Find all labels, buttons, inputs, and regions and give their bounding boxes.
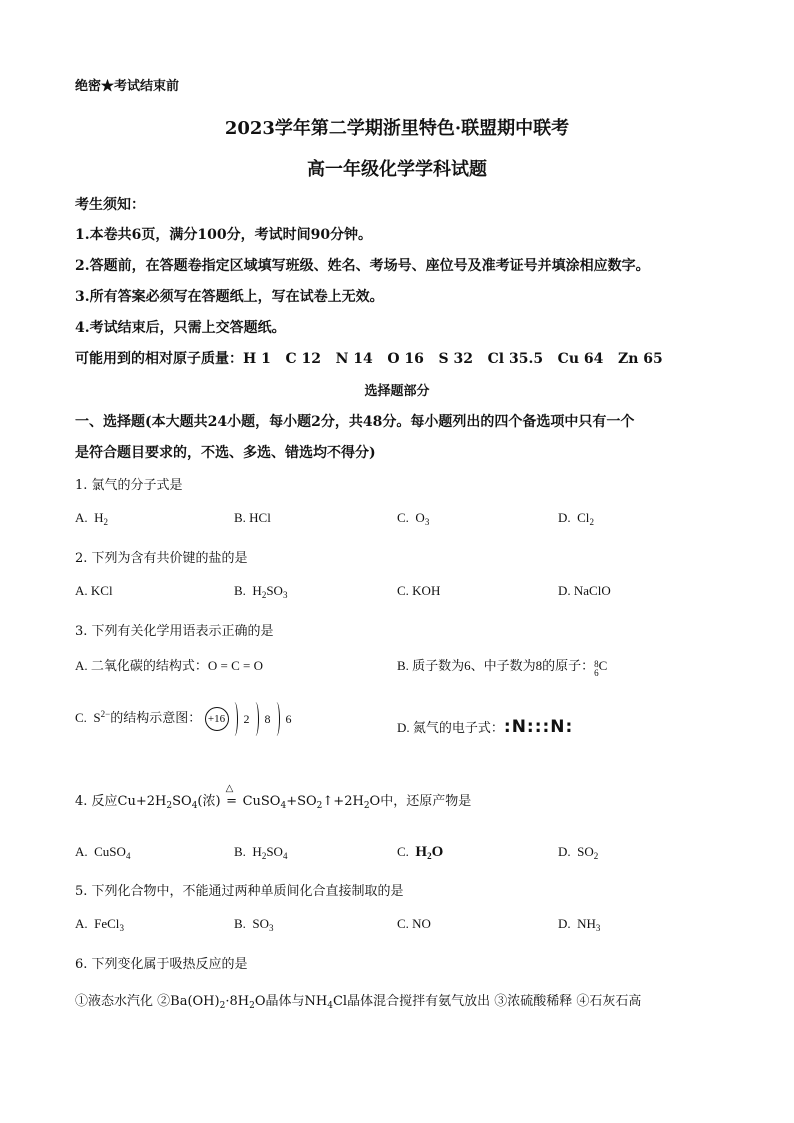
exam-subtitle: 高一年级化学学科试题 bbox=[307, 159, 487, 180]
q3-option-b: B. 质子数为6、中子数为8的原子：8 6C bbox=[397, 658, 608, 678]
q4-option-b: B. $H_2SO_4$ bbox=[234, 844, 288, 861]
q3-option-a: A. 二氧化碳的结构式：O = C = O bbox=[75, 658, 263, 673]
q3-option-c: C. $S^{2-}$的结构示意图： +16 2 8 6 bbox=[75, 702, 292, 736]
shell-count: 6 bbox=[285, 711, 292, 726]
notice-item: 3.所有答案必须写在答题纸上，写在试卷上无效。 bbox=[75, 289, 384, 305]
shell-count: 8 bbox=[264, 711, 271, 726]
q3-option-d: D. 氮气的电子式：:N:::N: bbox=[397, 717, 574, 737]
q4-option-d: D. $SO_2$ bbox=[558, 844, 599, 861]
q5-option-c: C. NO bbox=[397, 916, 431, 931]
q2-option-d: D. NaClO bbox=[558, 583, 611, 598]
question-stem-5: 5. 下列化合物中，不能通过两种单质间化合直接制取的是 bbox=[75, 884, 404, 899]
q4-option-a: A. CuSO$_4$ bbox=[75, 844, 131, 861]
atomic-mass-line: 可能用到的相对原子质量：H 1 C 12 N 14 O 16 S 32 Cl 35.5 Cu 64 Zn 65 bbox=[75, 351, 663, 367]
notice-item: 4.考试结束后，只需上交答题纸。 bbox=[75, 320, 286, 336]
q6-items-line: ①液态水汽化 $②Ba(OH)_2\cdot 8H_2O$晶体与$NH_4Cl$晶体混合搅拌有氨气放出 ③浓硫酸稀释 ④石灰石高 bbox=[75, 994, 642, 1011]
question-stem-2: 2. 下列为含有共价键的盐的是 bbox=[75, 551, 248, 566]
question-stem-3: 3. 下列有关化学用语表示正确的是 bbox=[75, 624, 274, 639]
notice-item: 1.本卷共6页，满分100分，考试时间90分钟。 bbox=[75, 227, 373, 243]
question-stem-1: 1. 氯气的分子式是 bbox=[75, 478, 183, 493]
q2-option-a: A. KCl bbox=[75, 583, 113, 598]
section-instruction-cont: 是符合题目要求的，不选、多选、错选均不得分) bbox=[75, 445, 376, 461]
q1-option-d: D. $Cl_2$ bbox=[558, 510, 594, 527]
q1-option-a: A. $H_2$ bbox=[75, 510, 109, 527]
q5-option-d: D. $NH_3$ bbox=[558, 916, 601, 933]
q5-option-a: A. FeCl$_3$ bbox=[75, 916, 124, 933]
q1-option-c: C. $O_3$ bbox=[397, 510, 430, 527]
notice-heading: 考生须知： bbox=[75, 197, 145, 213]
atomic-structure-diagram bbox=[205, 702, 292, 736]
section-title: 选择题部分 bbox=[364, 384, 430, 399]
shell-count: 2 bbox=[243, 711, 250, 726]
section-instruction: 一、选择题(本大题共24小题，每小题2分，共48分。每小题列出的四个备选项中只有一个 bbox=[75, 414, 635, 430]
nucleus-circle: +16 bbox=[205, 707, 229, 731]
question-stem-4: 4. 反应$Cu+2H_2SO_4$(浓) △ = $CuSO_4+SO_2↑+2H_2O$中，还原产物是 bbox=[75, 783, 472, 811]
q5-option-b: B. $SO_3$ bbox=[234, 916, 274, 933]
confidential-label: 绝密★考试结束前 bbox=[75, 79, 180, 94]
question-stem-6: 6. 下列变化属于吸热反应的是 bbox=[75, 957, 248, 972]
q2-option-b: B. $H_2SO_3$ bbox=[234, 583, 288, 600]
q4-option-c: C. $H_2O$ bbox=[397, 844, 444, 861]
q2-option-c: C. KOH bbox=[397, 583, 441, 598]
notice-item: 2.答题前，在答题卷指定区域填写班级、姓名、考场号、座位号及准考证号并填涂相应数字。 bbox=[75, 258, 650, 274]
q1-option-b: B. HCl bbox=[234, 510, 271, 525]
nitrogen-electron-formula: :N:::N: bbox=[503, 717, 574, 737]
exam-title: 2023学年第二学期浙里特色·联盟期中联考 bbox=[224, 118, 570, 139]
